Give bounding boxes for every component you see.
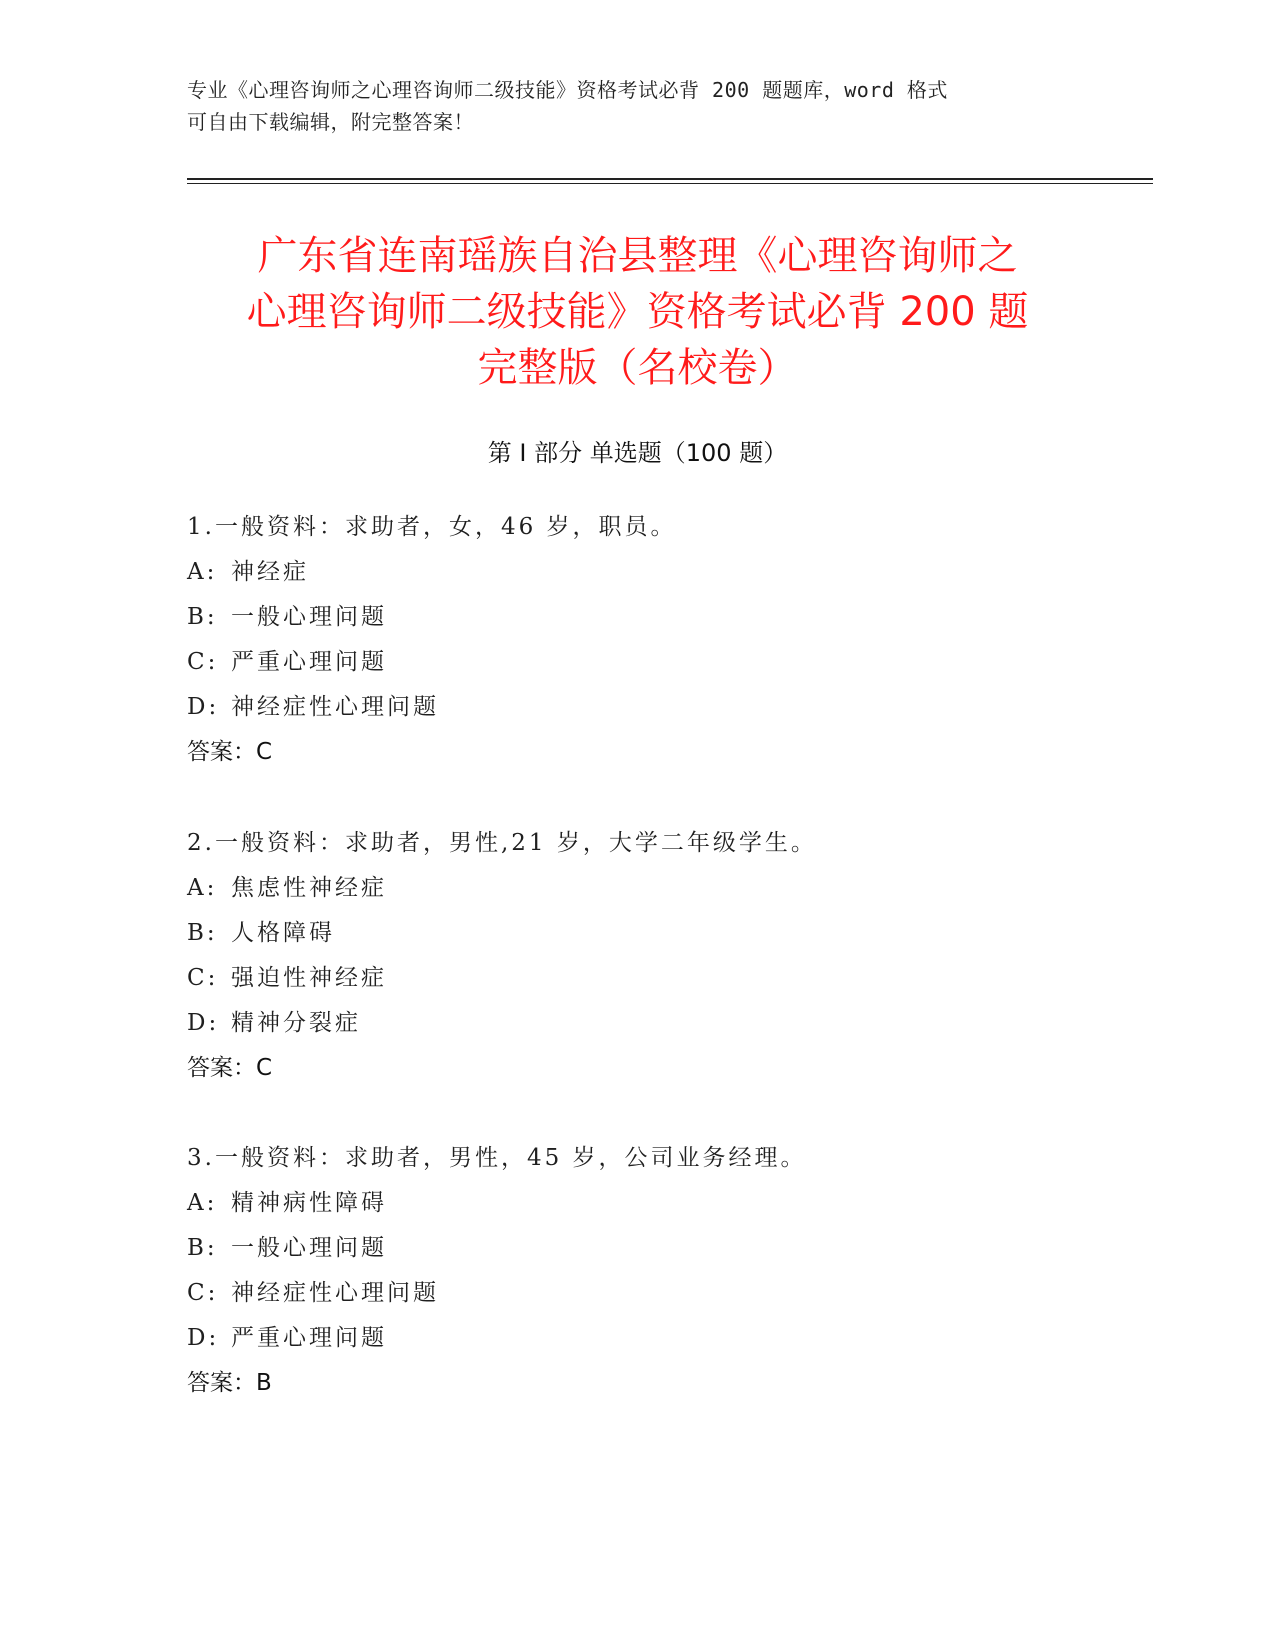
answer: 答案：C [187, 1055, 273, 1081]
header-note-line-1: 专业《心理咨询师之心理咨询师二级技能》资格考试必背 200 题题库，word 格式 [187, 78, 948, 102]
option-text: 一般心理问题 [231, 1235, 387, 1261]
option-letter: B: [187, 920, 218, 946]
question-stem: 3.一般资料：求助者，男性，45 岁，公司业务经理。 [187, 1145, 807, 1171]
option-letter: D: [187, 694, 220, 720]
option-text: 人格障碍 [231, 920, 335, 946]
option-letter: A: [187, 559, 218, 585]
option-b [187, 1233, 387, 1263]
option-a [187, 557, 309, 587]
option-d [187, 1323, 387, 1353]
title-line-2: 心理咨询师二级技能》资格考试必背 200 题 [246, 289, 1029, 335]
option-letter: A: [187, 1190, 218, 1216]
option-text: 精神病性障碍 [231, 1190, 387, 1216]
option-text: 焦虑性神经症 [231, 875, 387, 901]
option-letter: A: [187, 875, 218, 901]
option-letter: B: [187, 1235, 218, 1261]
option-letter: C: [187, 649, 219, 675]
option-letter: D: [187, 1010, 220, 1036]
option-a [187, 873, 387, 903]
header-note [187, 74, 1087, 138]
header-divider-thin [187, 183, 1153, 184]
option-text: 强迫性神经症 [231, 965, 387, 991]
option-text: 神经症性心理问题 [231, 1280, 439, 1306]
option-letter: D: [187, 1325, 220, 1351]
option-letter: B: [187, 604, 218, 630]
question-stem: 2.一般资料：求助者，男性,21 岁，大学二年级学生。 [187, 830, 817, 856]
option-b [187, 602, 387, 632]
option-b [187, 918, 335, 948]
option-d [187, 692, 439, 722]
option-d [187, 1008, 361, 1038]
header-note-line-2: 可自由下载编辑，附完整答案！ [187, 110, 474, 134]
option-c [187, 647, 387, 677]
option-text: 精神分裂症 [231, 1010, 361, 1036]
answer: 答案：C [187, 739, 273, 765]
option-letter: C: [187, 1280, 219, 1306]
option-text: 神经症性心理问题 [231, 694, 439, 720]
option-c [187, 963, 387, 993]
header-divider-thick [187, 178, 1153, 180]
option-a [187, 1188, 387, 1218]
option-text: 神经症 [231, 559, 309, 585]
title-line-3: 完整版（名校卷） [477, 345, 798, 391]
title-line-1: 广东省连南瑶族自治县整理《心理咨询师之 [257, 233, 1018, 279]
document-title [190, 228, 1085, 396]
option-letter: C: [187, 965, 219, 991]
option-text: 严重心理问题 [231, 649, 387, 675]
section-heading: 第 I 部分 单选题（100 题） [487, 439, 788, 467]
answer: 答案：B [187, 1370, 272, 1396]
option-text: 严重心理问题 [231, 1325, 387, 1351]
option-c [187, 1278, 439, 1308]
question-stem: 1.一般资料：求助者，女，46 岁，职员。 [187, 514, 677, 540]
option-text: 一般心理问题 [231, 604, 387, 630]
